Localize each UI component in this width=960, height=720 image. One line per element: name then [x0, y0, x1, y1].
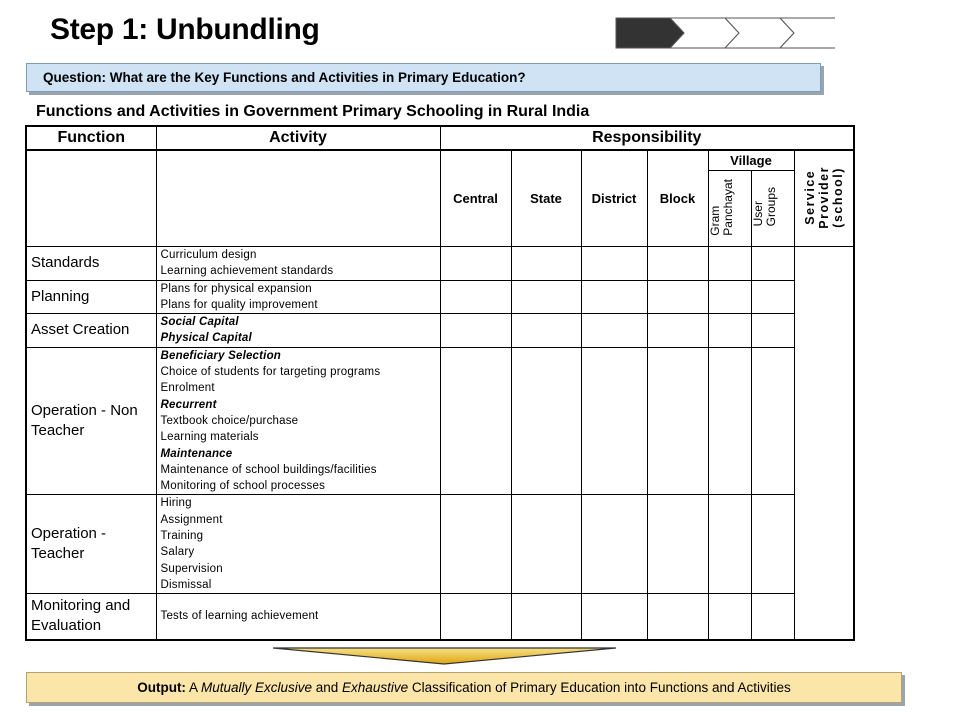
- service-provider-header: Service Provider (school): [794, 150, 854, 247]
- responsibility-cell: [647, 594, 708, 640]
- district-header: District: [581, 150, 647, 247]
- block-header: Block: [647, 150, 708, 247]
- function-cell: Monitoring and Evaluation: [26, 594, 156, 640]
- responsibility-cell: [647, 495, 708, 594]
- responsibility-cell: [511, 495, 581, 594]
- activity-item: Enrolment: [160, 382, 215, 395]
- activity-item: Hiring: [160, 497, 192, 510]
- function-cell: Planning: [26, 280, 156, 314]
- function-header: Function: [26, 126, 156, 150]
- activity-item: Assignment: [160, 513, 223, 526]
- function-cell: Asset Creation: [26, 314, 156, 348]
- responsibility-cell: [647, 314, 708, 348]
- table-row: [26, 594, 854, 640]
- responsibility-cell: [581, 314, 647, 348]
- activity-cell: [156, 495, 440, 594]
- activity-item: Physical Capital: [160, 332, 252, 345]
- activity-item: Plans for physical expansion: [160, 282, 312, 295]
- activity-item: Supervision: [160, 562, 223, 575]
- activity-item: Maintenance: [160, 447, 233, 460]
- responsibility-cell: [751, 594, 794, 640]
- state-header: State: [511, 150, 581, 247]
- responsibility-cell: [708, 495, 751, 594]
- responsibility-cell: [708, 314, 751, 348]
- function-cell: Operation - Non Teacher: [26, 347, 156, 495]
- table-row: [26, 347, 854, 495]
- activity-item: Choice of students for targeting programs: [160, 366, 381, 379]
- table-title: Functions and Activities in Government Primary Schooling in Rural India: [36, 103, 590, 120]
- responsibility-cell: [581, 247, 647, 281]
- responsibility-cell: [511, 280, 581, 314]
- activity-item: Learning achievement standards: [160, 265, 334, 278]
- responsibility-cell: [751, 314, 794, 348]
- central-header: Central: [440, 150, 511, 247]
- responsibility-cell: [511, 347, 581, 495]
- user-groups-header: User Groups: [751, 170, 794, 246]
- activity-header: Activity: [156, 126, 440, 150]
- responsibility-cell: [581, 594, 647, 640]
- activity-item: Monitoring of school processes: [160, 480, 326, 493]
- function-subheader-cell: [26, 150, 156, 247]
- responsibility-cell: [511, 594, 581, 640]
- down-arrow-icon: [272, 647, 617, 665]
- responsibility-cell: [581, 347, 647, 495]
- activity-cell: [156, 280, 440, 314]
- activity-cell: [156, 347, 440, 495]
- table-row: [26, 495, 854, 594]
- responsibility-cell: [581, 495, 647, 594]
- responsibility-cell: [751, 247, 794, 281]
- output-label: Output:: [137, 680, 186, 695]
- table-row: [26, 247, 854, 281]
- responsibility-cell: [440, 347, 511, 495]
- responsibility-cell: [440, 495, 511, 594]
- responsibility-cell: [440, 247, 511, 281]
- activity-cell: [156, 247, 440, 281]
- activity-item: Training: [160, 530, 204, 543]
- responsibility-cell: [794, 247, 854, 640]
- responsibility-cell: [751, 280, 794, 314]
- responsibility-cell: [511, 314, 581, 348]
- activity-item: Tests of learning achievement: [160, 610, 319, 623]
- step-chevron-1: [616, 18, 684, 48]
- output-box: Output: A Mutually Exclusive and Exhaustive Classification of Primary Education into Functions and Activities: [26, 672, 902, 703]
- responsibility-cell: [511, 247, 581, 281]
- responsibility-cell: [581, 280, 647, 314]
- activity-item: Learning materials: [160, 431, 259, 444]
- village-header: Village: [708, 150, 794, 170]
- activity-item: Plans for quality improvement: [160, 298, 318, 311]
- functions-table: [25, 125, 855, 641]
- table-row: [26, 314, 854, 348]
- activity-subheader-cell: [156, 150, 440, 247]
- activity-item: Salary: [160, 546, 195, 559]
- responsibility-cell: [708, 280, 751, 314]
- activity-item: Curriculum design: [160, 249, 257, 261]
- responsibility-cell: [647, 247, 708, 281]
- activity-item: Dismissal: [160, 578, 212, 591]
- activity-item: Recurrent: [160, 398, 217, 411]
- function-cell: Standards: [26, 247, 156, 281]
- function-cell: Operation - Teacher: [26, 495, 156, 594]
- responsibility-cell: [708, 247, 751, 281]
- responsibility-cell: [440, 594, 511, 640]
- responsibility-cell: [751, 495, 794, 594]
- responsibility-cell: [708, 594, 751, 640]
- activity-item: Textbook choice/purchase: [160, 414, 299, 427]
- responsibility-cell: [647, 280, 708, 314]
- activity-cell: [156, 594, 440, 640]
- responsibility-header: Responsibility: [440, 126, 854, 150]
- gram-panchayat-header: Gram Panchayat: [708, 170, 751, 246]
- responsibility-cell: [440, 280, 511, 314]
- step-progress-chevrons: [615, 17, 835, 49]
- responsibility-cell: [647, 347, 708, 495]
- responsibility-cell: [440, 314, 511, 348]
- responsibility-cell: [708, 347, 751, 495]
- activity-item: Beneficiary Selection: [160, 349, 282, 362]
- page-title: Step 1: Unbundling: [50, 13, 320, 46]
- activity-cell: [156, 314, 440, 348]
- table-row: [26, 280, 854, 314]
- activity-item: Maintenance of school buildings/facilities: [160, 463, 377, 476]
- question-box: Question: What are the Key Functions and Activities in Primary Education?: [26, 63, 821, 92]
- responsibility-cell: [751, 347, 794, 495]
- activity-item: Social Capital: [160, 316, 239, 329]
